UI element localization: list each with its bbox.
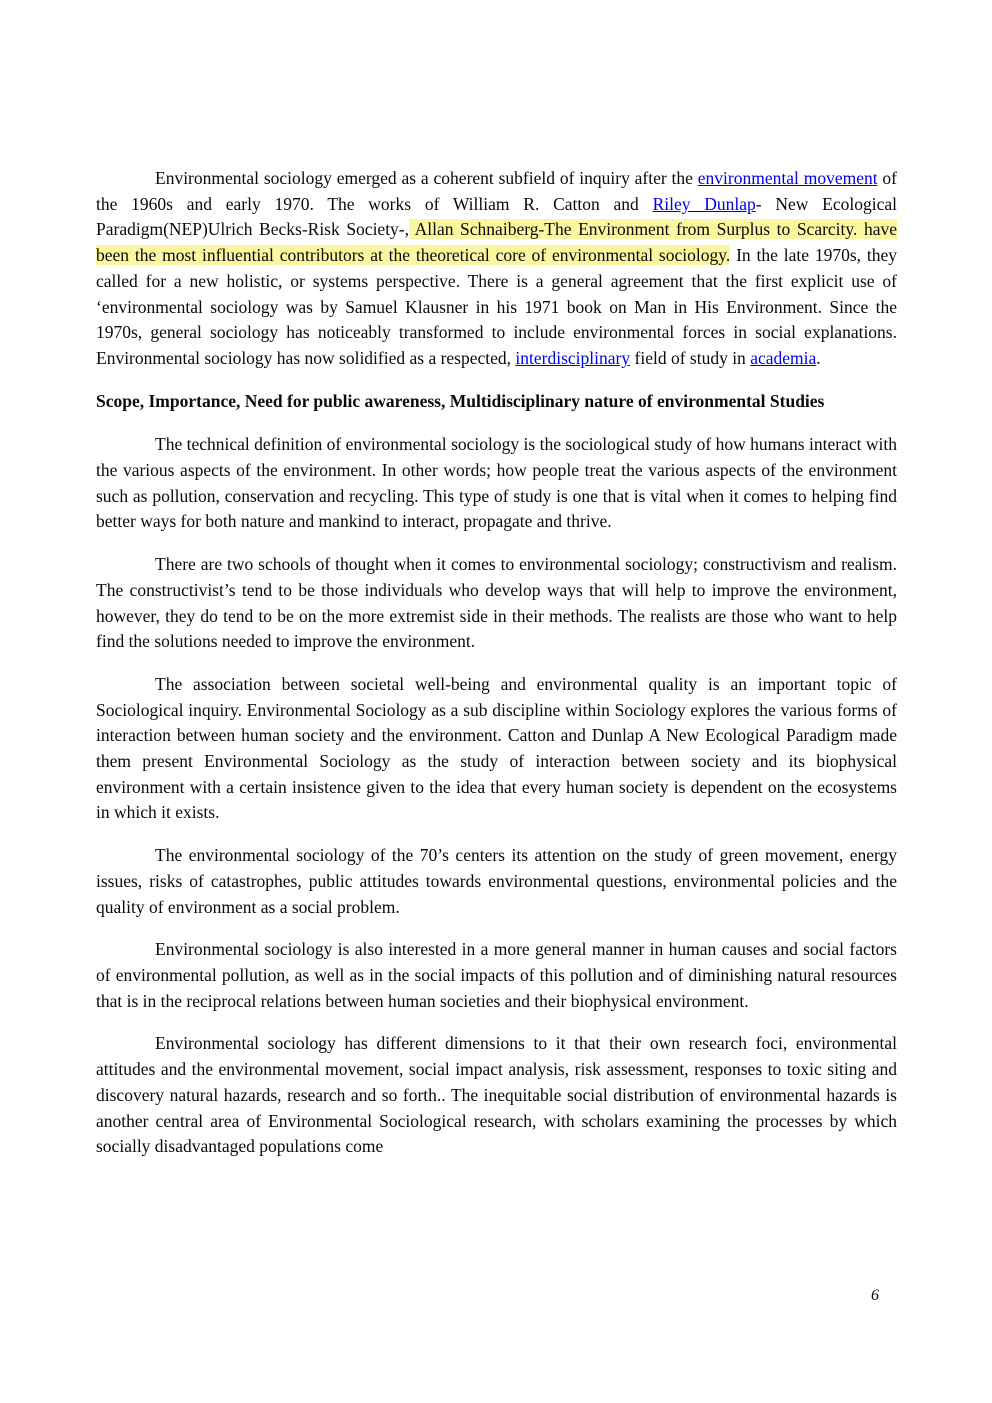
text-run: - New Ecological Paradigm(NEP)Ulrich Becks-Risk Society-, — [96, 193, 897, 240]
text-run: . — [816, 347, 821, 368]
section-heading: Scope, Importance, Need for public awareness, Multidisciplinary nature of environmental Studies — [96, 390, 825, 411]
link-interdisciplinary[interactable]: interdisciplinary — [515, 347, 631, 368]
text-run: of the 1960s and early 1970. The works of William R. Catton and — [96, 168, 897, 214]
paragraph-definition: The technical definition of environmental sociology is the sociological study of how humans interact with the various aspects of the environment. In other words; how people treat the various aspects of the environment such as pollution, conservation and recycling. This type of study is one that is vital when it comes to helping find better ways for both nature and mankind to interact, propagate and thrive. — [96, 434, 897, 532]
paragraph-70s-sociology: The environmental sociology of the 70’s centers its attention on the study of green movement, energy issues, risks of catastrophes, public attitudes towards environmental questions, environmental policies and the quality of environment as a social problem. — [96, 845, 897, 917]
paragraph-dimensions: Environmental sociology has different dimensions to it that their own research foci, environmental attitudes and the environmental movement, social impact analysis, risk assessment, responses to toxic siting and discovery natural hazards, research and so forth.. The inequitable social distribution of environmental hazards is another central area of Environmental Sociological research, with scholars examining the processes by which socially disadvantaged populations come — [96, 1033, 897, 1157]
link-riley-dunlap[interactable]: Riley Dunlap — [652, 193, 756, 214]
paragraph-societal-wellbeing: The association between societal well-being and environmental quality is an important topic of Sociological inquiry. Environmental Sociology as a sub discipline within Sociology explores the various forms of interaction between human society and the environment. Catton and Dunlap A New Ecological Paradigm made them present Environmental Sociology as the study of interaction between society and its biophysical environment with a certain insistence given to the idea that every human society is dependent on the ecosystems in which it exists. — [96, 673, 897, 823]
text-run: In the late 1970s, they called for a new holistic, or systems perspective. There is a general agreement that the first explicit use of ‘environmental sociology was by Samuel Klausner in his 1971 book on Man in His Environment. Since the 1970s, general sociology has noticeably transformed to include environmental forces in social explanations. Environmental sociology has now solidified as a respected, — [96, 245, 898, 368]
highlighted-text: Allan Schnaiberg-The Environment from Surplus to Scarcity. have been the most influential contributors at the theoretical core of environmental sociology. — [96, 219, 897, 266]
paragraph-schools-of-thought: There are two schools of thought when it comes to environmental sociology; constructivism and realism. The constructivist’s tend to be those individuals who develop ways that will help to improve the environment, however, they do tend to be on the more extremist side in their methods. The realists are those who want to help find the solutions needed to improve the environment. — [96, 554, 897, 652]
paragraph-intro — [96, 166, 897, 372]
page-number: 6 — [871, 1287, 879, 1304]
text-run: field of study in — [630, 347, 751, 368]
link-academia[interactable]: academia — [750, 347, 817, 368]
link-environmental-movement[interactable]: environmental movement — [697, 168, 878, 188]
text-run: Environmental sociology emerged as a coherent subfield of inquiry after the — [155, 168, 698, 188]
paragraph-human-causes: Environmental sociology is also interested in a more general manner in human causes and social factors of environmental pollution, as well as in the social impacts of this pollution and of diminishing natural resources that is in the reciprocal relations between human societies and their biophysical environment. — [96, 939, 897, 1011]
